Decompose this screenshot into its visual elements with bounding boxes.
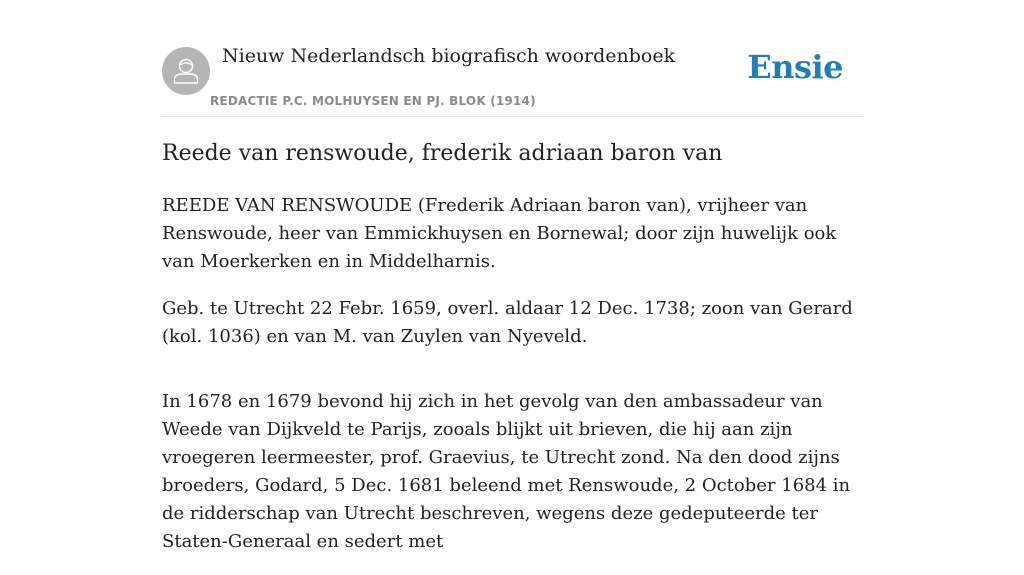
article-title: Reede van renswoude, frederik adriaan baron van [162,141,723,166]
page-header [162,0,862,117]
ensie-logo[interactable]: Ensie [747,48,843,86]
user-icon [162,47,210,95]
book-editors: REDACTIE P.C. MOLHUYSEN EN PJ. BLOK (1914) [210,94,536,108]
article-paragraph: In 1678 en 1679 bevond hij zich in het gevolg van den ambassadeur van Weede van Dijkveld te Parijs, zooals blijkt uit brieven, die hij aan zijn vroegeren leermeester, prof. Graevius, te Utrecht zond. Na den dood zijns broeders, Godard, 5 Dec. 1681 beleend met Renswoude, 2 October 1684 in de ridderschap van Utrecht beschreven, wegens deze gedeputeerde ter Staten-Generaal en sedert met [162,391,851,552]
article-paragraph: REEDE VAN RENSWOUDE (Frederik Adriaan baron van), vrijheer van Renswoude, heer van Emmickhuysen en Bornewal; door zijn huwelijk ook van Moerkerken en in Middelharnis. [162,195,837,272]
article-content [162,138,862,575]
book-title[interactable]: Nieuw Nederlandsch biografisch woordenboek [222,45,676,67]
author-avatar[interactable] [162,47,210,95]
article-paragraph: Geb. te Utrecht 22 Febr. 1659, overl. aldaar 12 Dec. 1738; zoon van Gerard (kol. 1036) en van M. van Zuylen van Nyeveld. [162,298,853,347]
